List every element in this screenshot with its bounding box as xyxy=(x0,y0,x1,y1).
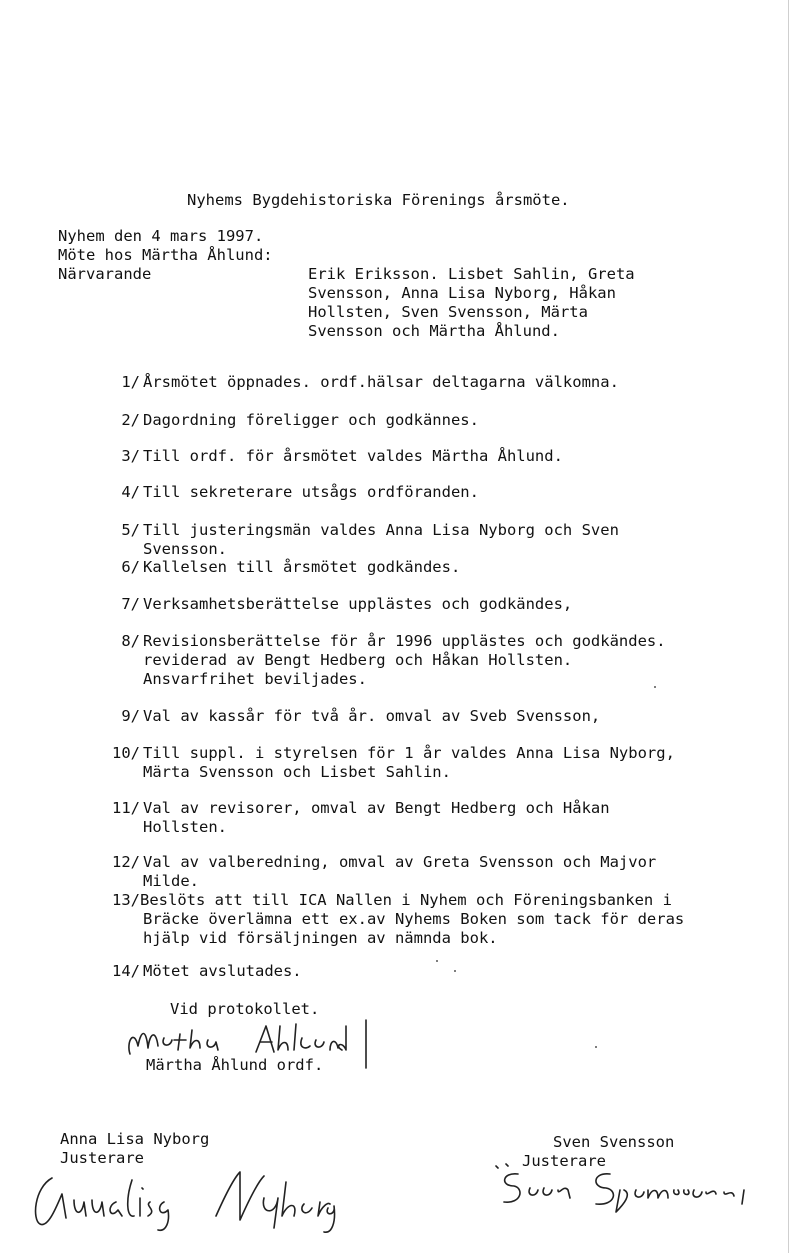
item-text: Val av revisorer, omval av Bengt Hedberg och Håkan xyxy=(143,799,610,817)
page-edge xyxy=(788,0,789,1253)
speck xyxy=(454,970,456,972)
adjuster-name: Anna Lisa Nyborg xyxy=(60,1130,210,1148)
item-text: Till sekreterare utsågs ordföranden. xyxy=(143,483,479,501)
item-text: Dagordning föreligger och godkännes. xyxy=(143,411,479,429)
item-text: Val av kassår för två år. omval av Sveb Svensson, xyxy=(143,707,601,725)
item-number: 3/ xyxy=(121,447,140,465)
meeting-date: Nyhem den 4 mars 1997. xyxy=(58,227,264,245)
meeting-location: Möte hos Märtha Åhlund: xyxy=(58,246,273,264)
item-number: 9/ xyxy=(121,707,140,725)
document-title: Nyhems Bygdehistoriska Förenings årsmöte. xyxy=(187,191,570,209)
item-text: Till ordf. för årsmötet valdes Märtha Åhlund. xyxy=(143,447,563,465)
item-text: Kallelsen till årsmötet godkändes. xyxy=(143,558,461,576)
item-text: Revisionsberättelse för år 1996 upplästes och godkändes. xyxy=(143,632,666,650)
item-number: 11/ xyxy=(112,799,140,817)
signature-anna-lisa-nyborg xyxy=(28,1158,338,1240)
attendees-line: Hollsten, Sven Svensson, Märta xyxy=(308,303,588,321)
item-number: 6/ xyxy=(121,558,140,576)
attendees-label: Närvarande xyxy=(58,265,152,283)
signature-sven-svensson xyxy=(488,1160,778,1220)
item-number: 1/ xyxy=(121,373,140,391)
item-text: Mötet avslutades. xyxy=(143,962,302,980)
item-number: 7/ xyxy=(121,595,140,613)
speck xyxy=(436,960,438,962)
item-text: Årsmötet öppnades. ordf.hälsar deltagarna välkomna. xyxy=(143,373,619,391)
speck xyxy=(654,686,656,688)
item-number: 12/ xyxy=(112,853,140,871)
item-text: Till justeringsmän valdes Anna Lisa Nyborg och Sven xyxy=(143,521,619,539)
item-number: 13/ xyxy=(112,891,140,909)
item-text: reviderad av Bengt Hedberg och Håkan Hollsten. xyxy=(143,651,573,669)
attendees-line: Svensson och Märtha Åhlund. xyxy=(308,322,560,340)
attendees-line: Erik Eriksson. Lisbet Sahlin, Greta xyxy=(308,265,635,283)
adjuster-role: Justerare xyxy=(60,1149,144,1167)
adjuster-name: Sven Svensson xyxy=(553,1133,675,1151)
item-text: Ansvarfrihet beviljades. xyxy=(143,670,367,688)
signer-name: Märtha Åhlund ordf. xyxy=(146,1056,324,1074)
protocol-note: Vid protokollet. xyxy=(170,1000,320,1018)
item-text: Hollsten. xyxy=(143,818,227,836)
item-number: 2/ xyxy=(121,411,140,429)
item-text: hjälp vid försäljningen av nämnda bok. xyxy=(143,929,498,947)
item-text: Till suppl. i styrelsen för 1 år valdes Anna Lisa Nyborg, xyxy=(143,744,675,762)
item-text: Milde. xyxy=(143,872,199,890)
item-text: Märta Svensson och Lisbet Sahlin. xyxy=(143,763,451,781)
item-text: Val av valberedning, omval av Greta Svensson och Majvor xyxy=(143,853,657,871)
item-text: Svensson. xyxy=(143,540,227,558)
item-text: Bräcke överlämna ett ex.av Nyhems Boken som tack för deras xyxy=(143,910,685,928)
item-number: 10/ xyxy=(112,744,140,762)
item-number: 8/ xyxy=(121,632,140,650)
item-number: 5/ xyxy=(121,521,140,539)
item-text: Verksamhetsberättelse upplästes och godkändes, xyxy=(143,595,573,613)
item-number: 4/ xyxy=(121,483,140,501)
adjuster-role: Justerare xyxy=(522,1152,606,1170)
item-text: Beslöts att till ICA Nallen i Nyhem och Föreningsbanken i xyxy=(140,891,672,909)
attendees-line: Svensson, Anna Lisa Nyborg, Håkan xyxy=(308,284,616,302)
speck xyxy=(595,1046,597,1048)
item-number: 14/ xyxy=(112,962,140,980)
